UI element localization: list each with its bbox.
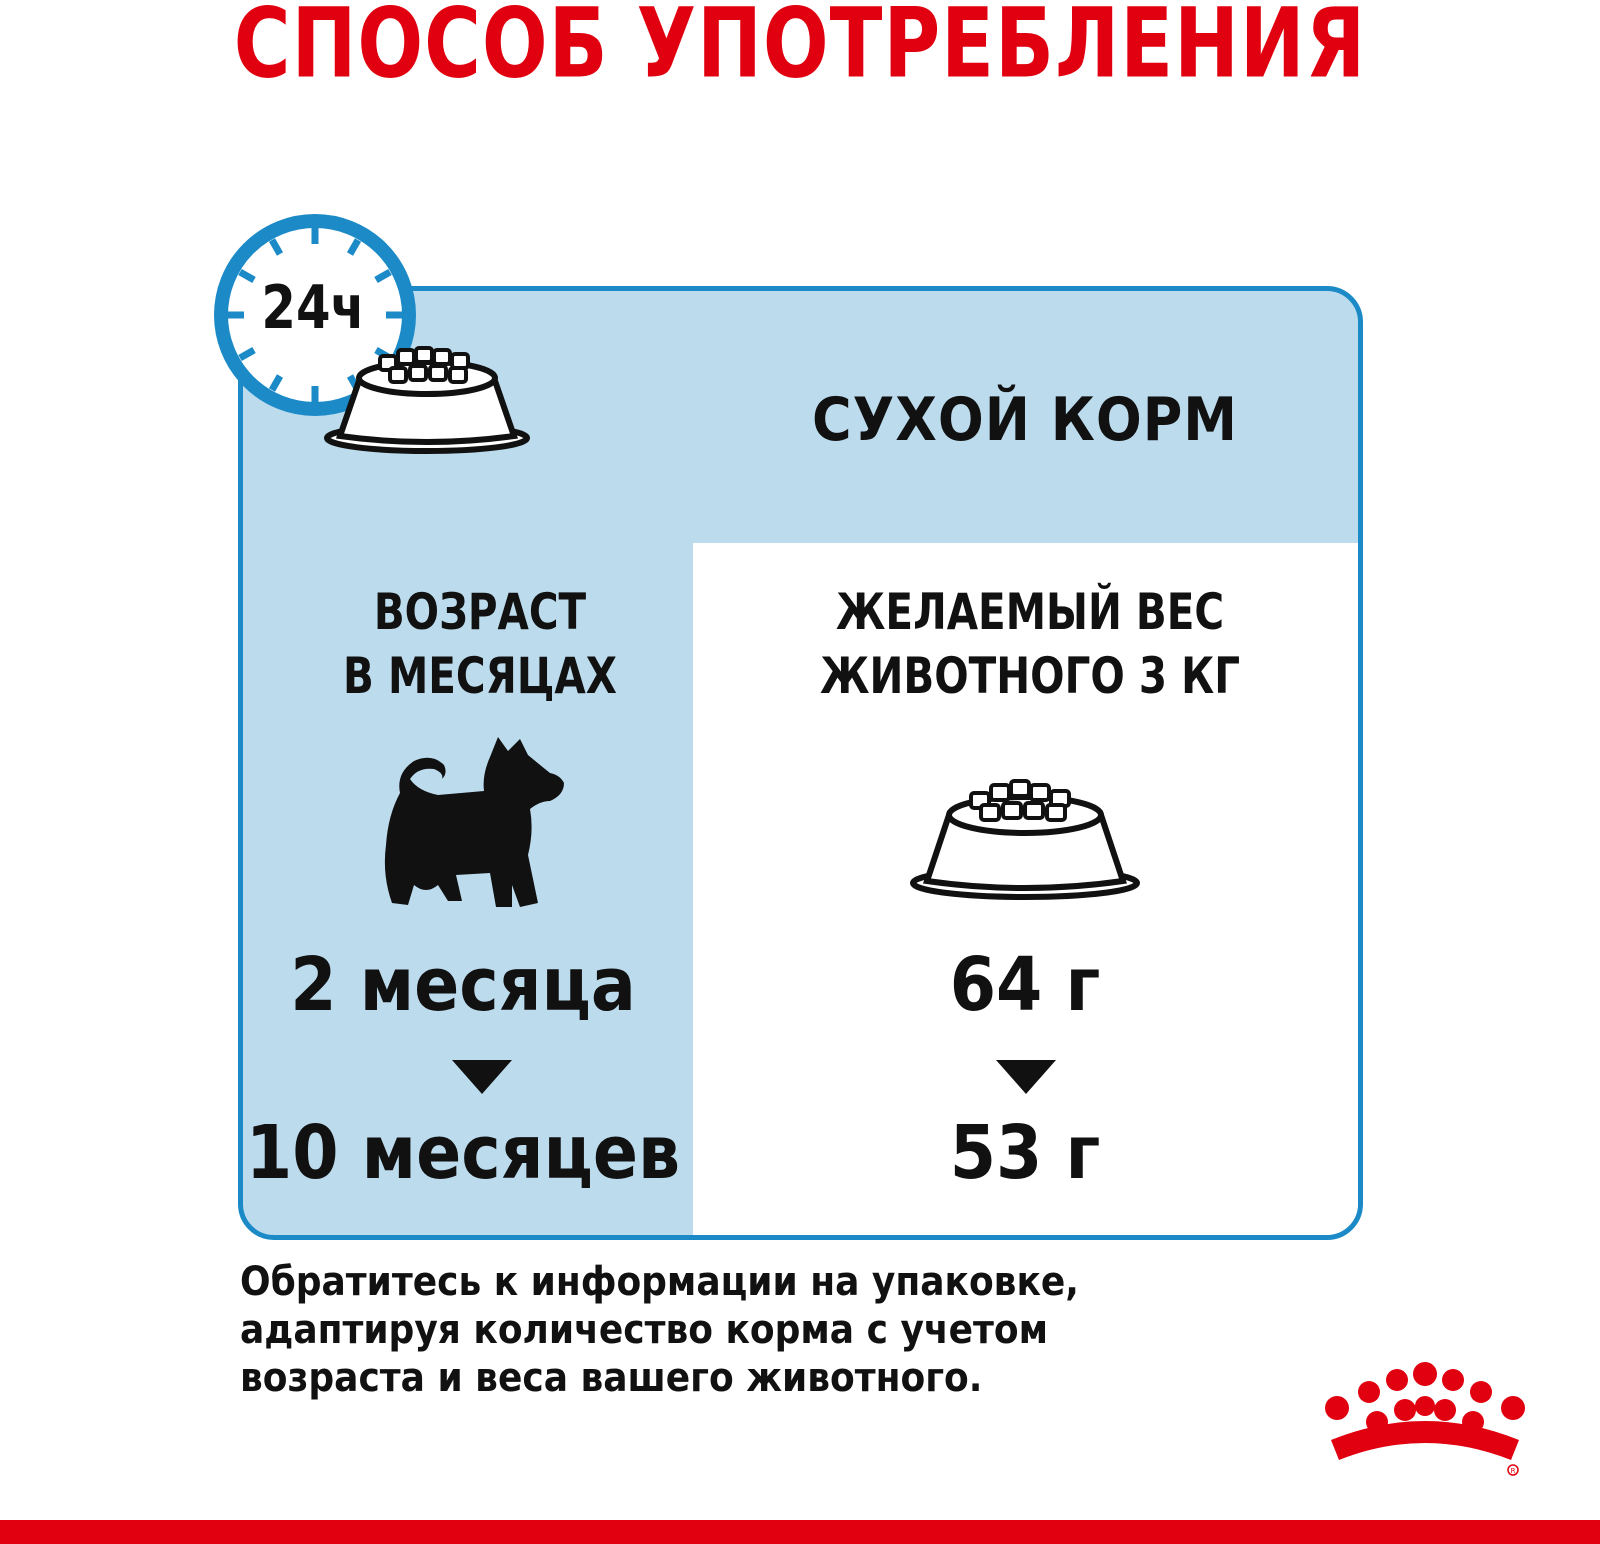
footnote-line1: Обратитесь к информации на упаковке, — [240, 1259, 1079, 1305]
page-title: СПОСОБ УПОТРЕБЛЕНИЯ — [233, 0, 1367, 100]
age-to-value: 10 месяцев — [245, 1110, 681, 1196]
food-bowl-icon — [905, 775, 1145, 903]
amount-from-value: 64 г — [949, 942, 1101, 1028]
amount-to-value: 53 г — [949, 1110, 1101, 1196]
food-type-label: СУХОЙ КОРМ — [812, 385, 1238, 455]
weight-header-line2: ЖИВОТНОГО 3 КГ — [819, 647, 1241, 705]
royal-canin-crown-logo — [1315, 1360, 1535, 1480]
clock-label: 24ч — [261, 273, 365, 343]
food-bowl-icon — [320, 340, 535, 455]
puppy-icon — [378, 735, 573, 920]
down-arrow-icon — [452, 1060, 512, 1094]
weight-column-header — [796, 580, 1264, 708]
footnote-line2: адаптируя количество корма с учетом — [240, 1307, 1049, 1353]
age-header-line1: ВОЗРАСТ — [373, 583, 587, 641]
down-arrow-icon — [996, 1060, 1056, 1094]
age-column-header — [264, 580, 696, 708]
age-from-value: 2 месяца — [290, 942, 636, 1028]
weight-header-line1: ЖЕЛАЕМЫЙ ВЕС — [835, 583, 1225, 641]
svg-text:R: R — [1510, 1467, 1516, 1475]
footnote — [240, 1258, 1200, 1402]
age-header-line2: В МЕСЯЦАХ — [343, 647, 617, 705]
footnote-line3: возраста и веса вашего животного. — [240, 1355, 983, 1401]
bottom-brand-bar — [0, 1520, 1600, 1544]
